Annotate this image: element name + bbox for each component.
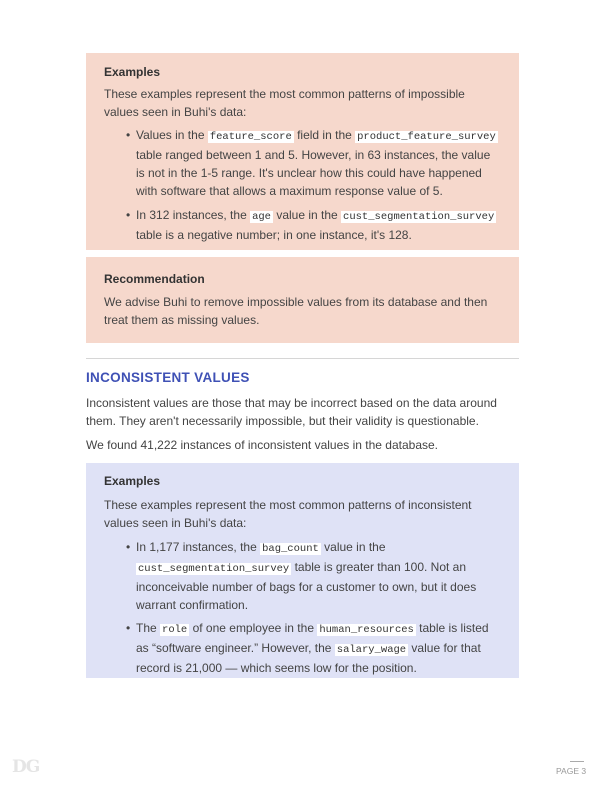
code-feature-score: feature_score (209, 131, 292, 143)
bullet-dot: • (126, 208, 131, 222)
section-intro: Inconsistent values are those that may be incorrect based on the data around them. They aren't necessarily impossible, but their validity is questionable. (86, 396, 497, 428)
recommendation-box (86, 257, 519, 343)
code-role: role (162, 624, 188, 636)
code-bag-count: bag_count (262, 543, 319, 555)
code-age: age (252, 211, 271, 223)
bullet-dot: • (126, 128, 131, 142)
code-product-feature-survey: product_feature_survey (357, 131, 496, 143)
dg-logo: DG (12, 757, 40, 777)
examples-intro: These examples represent the most common patterns of inconsistent values seen in Buhi's data: (104, 498, 472, 530)
examples-intro: These examples represent the most common patterns of impossible values seen in Buhi's data: (104, 87, 465, 119)
inconsistent-count: We found 41,222 instances of inconsistent values in the database. (86, 438, 439, 452)
code-cust-segmentation-survey: cust_segmentation_survey (138, 563, 290, 575)
list-item: • Values in the feature_score field in the product_feature_survey table ranged between 1 and 5. However, in 63 instances, the value is not in the 1-5 range. It's unclear how this could have happened with software that allows a maximum response value of 5. (126, 128, 496, 198)
recommendation-title: Recommendation (104, 272, 205, 286)
bullet-dot: • (126, 621, 131, 635)
page-number: PAGE 3 (556, 766, 587, 776)
list-item: • The role of one employee in the human_resources table is listed as “software engineer.” However, the salary_wage value for that record is 21,000 — which seems low for the position. (126, 621, 489, 675)
section-heading: INCONSISTENT VALUES (86, 370, 250, 385)
page-number-rule (570, 761, 584, 762)
section-divider (86, 358, 519, 359)
code-human-resources: human_resources (319, 624, 414, 636)
recommendation-text: We advise Buhi to remove impossible values from its database and then treat them as missing values. (104, 295, 488, 327)
inconsistent-examples-box (86, 463, 519, 678)
bullet-dot: • (126, 540, 131, 554)
examples-title: Examples (104, 474, 161, 488)
examples-title: Examples (104, 65, 161, 79)
list-item: • In 312 instances, the age value in the cust_segmentation_survey table is a negative number; in one instance, it's 128. (126, 208, 495, 242)
code-salary-wage: salary_wage (336, 644, 407, 656)
code-cust-segmentation-survey: cust_segmentation_survey (343, 211, 495, 223)
list-item: • In 1,177 instances, the bag_count value in the cust_segmentation_survey table is greater than 100. Not an inconceivable number of bags for a customer to own, but it does warrant confirmation. (126, 540, 477, 612)
impossible-examples-box (86, 53, 519, 250)
